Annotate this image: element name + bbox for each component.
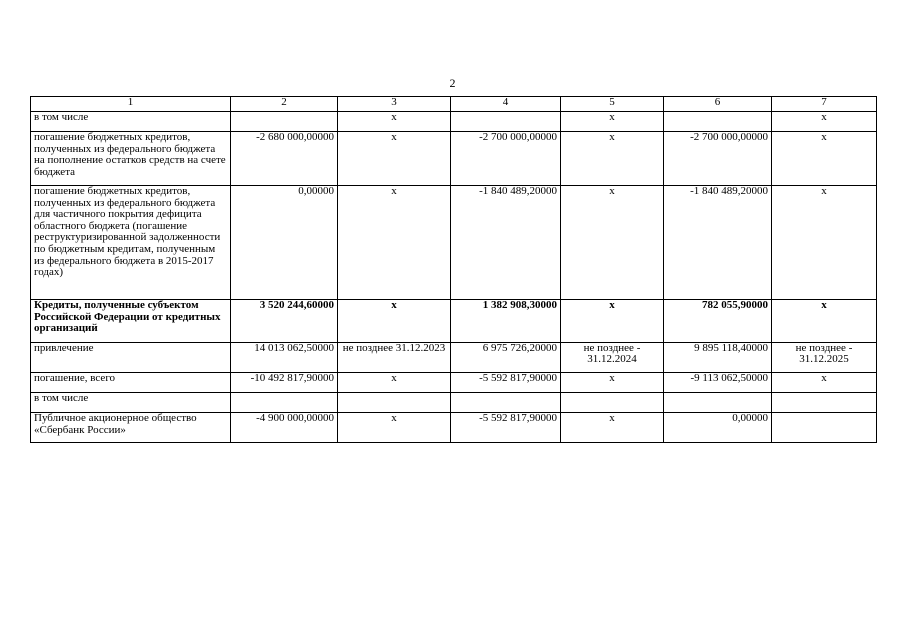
amount-2024	[231, 112, 338, 132]
term-2026: х	[772, 300, 877, 343]
column-header: 5	[561, 97, 664, 112]
column-header-row	[31, 97, 877, 112]
term-2025	[561, 393, 664, 413]
term-2024: х	[338, 300, 451, 343]
amount-2024: 3 520 244,60000	[231, 300, 338, 343]
term-2025: х	[561, 132, 664, 186]
row-description: Кредиты, полученные субъектом Российской Федерации от кредитных организаций	[31, 300, 231, 343]
page-number: 2	[449, 76, 456, 90]
term-2024: х	[338, 132, 451, 186]
row-description: погашение, всего	[31, 373, 231, 393]
column-header: 3	[338, 97, 451, 112]
term-2026: х	[772, 132, 877, 186]
term-2026	[772, 413, 877, 443]
row-description: погашение бюджетных кредитов, полученных из федерального бюджета на пополнение остатков средств на счете бюджета	[31, 132, 231, 186]
amount-2024: -4 900 000,00000	[231, 413, 338, 443]
column-header: 7	[772, 97, 877, 112]
amount-2026: 9 895 118,40000	[664, 343, 772, 373]
row-description: в том числе	[31, 112, 231, 132]
table-row	[31, 393, 877, 413]
amount-2025	[451, 393, 561, 413]
term-2025: х	[561, 186, 664, 300]
term-2026: х	[772, 112, 877, 132]
amount-2026: -2 700 000,00000	[664, 132, 772, 186]
column-header: 6	[664, 97, 772, 112]
row-description: погашение бюджетных кредитов, полученных из федерального бюджета для частичного покрытия дефицита областного бюджета (погашение реструктуризированной задолженности по бюджетным кредитам, полученным из федерального бюджета в 2015-2017 годах)	[31, 186, 231, 300]
row-description: привлечение	[31, 343, 231, 373]
amount-2024	[231, 393, 338, 413]
amount-2026: 0,00000	[664, 413, 772, 443]
term-2026: х	[772, 373, 877, 393]
amount-2025: -5 592 817,90000	[451, 373, 561, 393]
term-2024: х	[338, 373, 451, 393]
amount-2025: -2 700 000,00000	[451, 132, 561, 186]
term-2024: х	[338, 186, 451, 300]
amount-2025: 6 975 726,20000	[451, 343, 561, 373]
term-2025: х	[561, 300, 664, 343]
table-row	[31, 300, 877, 343]
amount-2025	[451, 112, 561, 132]
term-2024: не позднее 31.12.2023	[338, 343, 451, 373]
budget-table	[30, 96, 877, 443]
table-row	[31, 132, 877, 186]
amount-2025: 1 382 908,30000	[451, 300, 561, 343]
term-2025: х	[561, 112, 664, 132]
term-2025: х	[561, 413, 664, 443]
amount-2025: -1 840 489,20000	[451, 186, 561, 300]
amount-2026	[664, 112, 772, 132]
row-description: в том числе	[31, 393, 231, 413]
table-row	[31, 413, 877, 443]
amount-2024: 14 013 062,50000	[231, 343, 338, 373]
term-2024: х	[338, 413, 451, 443]
amount-2026: -1 840 489,20000	[664, 186, 772, 300]
table-row	[31, 112, 877, 132]
term-2024	[338, 393, 451, 413]
term-2025: х	[561, 373, 664, 393]
amount-2025: -5 592 817,90000	[451, 413, 561, 443]
amount-2024: -10 492 817,90000	[231, 373, 338, 393]
term-2026: х	[772, 186, 877, 300]
row-description: Публичное акционерное общество «Сбербанк России»	[31, 413, 231, 443]
amount-2026	[664, 393, 772, 413]
column-header: 4	[451, 97, 561, 112]
table-row	[31, 373, 877, 393]
table-row	[31, 343, 877, 373]
table-row	[31, 186, 877, 300]
term-2026	[772, 393, 877, 413]
amount-2024: 0,00000	[231, 186, 338, 300]
amount-2024: -2 680 000,00000	[231, 132, 338, 186]
term-2024: х	[338, 112, 451, 132]
term-2025: не позднее - 31.12.2024	[561, 343, 664, 373]
amount-2026: -9 113 062,50000	[664, 373, 772, 393]
column-header: 2	[231, 97, 338, 112]
column-header: 1	[31, 97, 231, 112]
amount-2026: 782 055,90000	[664, 300, 772, 343]
term-2026: не позднее - 31.12.2025	[772, 343, 877, 373]
